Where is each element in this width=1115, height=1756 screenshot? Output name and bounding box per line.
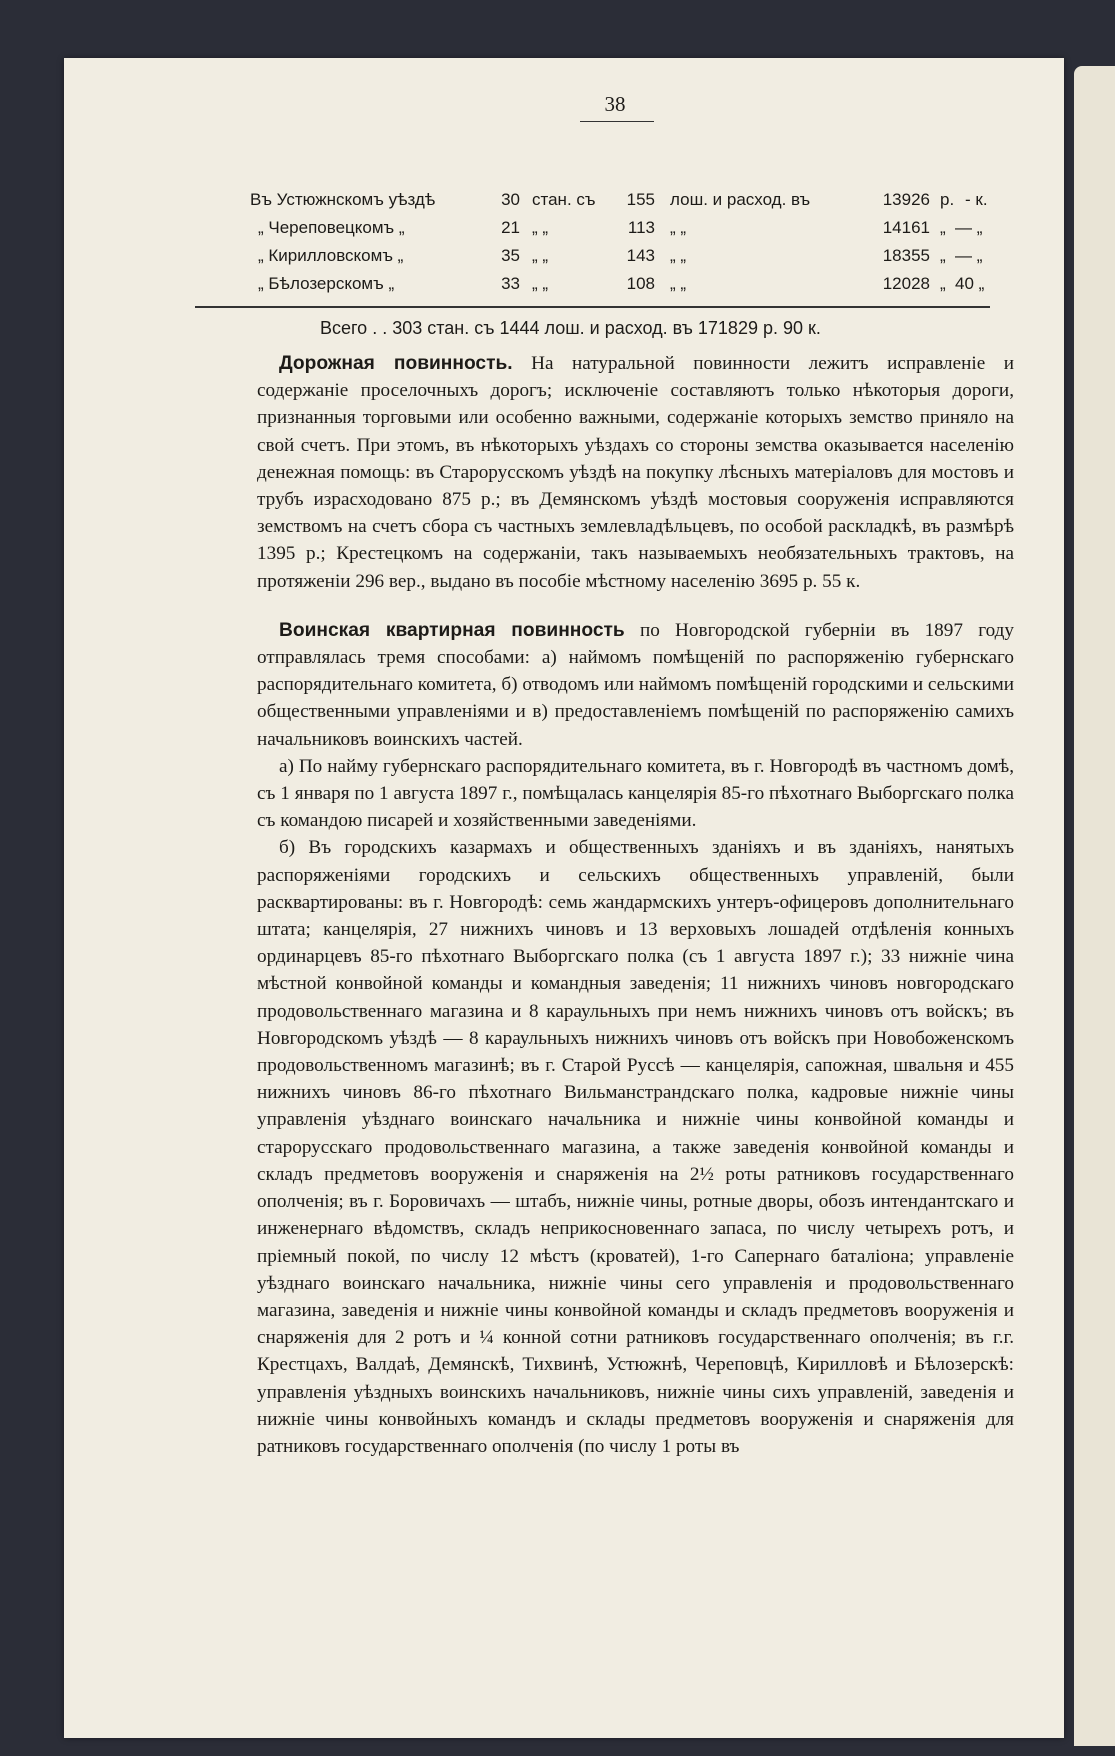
body-text: [257, 350, 1014, 1460]
stations-count: 33: [501, 274, 520, 293]
county-name: Въ Устюжнскомъ уѣздѣ: [250, 190, 436, 209]
stations-label: „ „: [532, 218, 549, 237]
table-row: [250, 274, 990, 302]
stations-label: „ „: [532, 274, 549, 293]
stations-label: „ „: [532, 246, 549, 265]
paragraph-text: б) Въ городскихъ казармахъ и общественныхъ зданіяхъ и въ зданіяхъ, нанятыхъ распоряженіями городскихъ и сельскихъ общественныхъ управленій, были расквартированы: въ г. Новгородѣ: семь жандармскихъ унтеръ-офицеровъ дополнительнаго штата; канцелярія, 27 нижнихъ чиновъ и 13 верховыхъ лошадей отдѣленія конныхъ ординарцевъ 85-го пѣхотнаго Выборгскаго полка (съ 1 августа 1897 г.); 33 нижніе чина мѣстной конвойной команды и командныя заведенія; 11 нижнихъ чиновъ новгородскаго продовольственнаго магазина и 8 караульныхъ при немъ нижнихъ чиновъ отъ войскъ; въ Новгородскомъ уѣздѣ — 8 караульныхъ нижнихъ чиновъ отъ войскъ при Новобоженскомъ продовольственномъ магазинѣ; въ г. Старой Руссѣ — канцелярія, сапожная, швальня и 455 нижнихъ чиновъ 86-го пѣхотнаго Вильманстрандскаго полка, кадровые нижніе чины управленія уѣзднаго воинскаго начальника и нижніе чины конвойной команды и старорусскаго продовольственнаго магазина, а также заведенія конвойной команды и складъ предметовъ вооруженія и снаряженія на 2½ роты ратниковъ государственнаго ополченія; въ г. Боровичахъ — штабъ, нижніе чины, ротные дворы, обозъ интендантскаго и инженернаго вѣдомствъ, складъ неприкосновеннаго запаса, по числу четырехъ ротъ, и пріемный покой, по числу 12 мѣстъ (кроватей), 1-го Сапернаго баталіона; управленіе уѣзднаго воинскаго начальника, нижніе чины сего управленія и продовольственнаго магазина, заведенія и нижніе чины конвойной команды и складъ предметовъ вооруженія и снаряженія для 2 ротъ и ¼ конной сотни ратниковъ государственнаго ополченія; въ г.г. Крестцахъ, Валдаѣ, Демянскѣ, Тихвинѣ, Устюжнѣ, Череповцѣ, Кирилловѣ и Бѣлозерскѣ: управленія уѣздныхъ воинскихъ начальниковъ, нижніе чины сихъ управленій, заведенія и нижніе чины конвойныхъ командъ и склады предметовъ вооруженія и снаряженія для ратниковъ государственнаго ополченія (по числу 1 роты въ: [257, 837, 1014, 1457]
horses-label: „ „: [670, 246, 687, 265]
kopecks: 40 „: [955, 274, 985, 293]
county-name: „ Череповецкомъ „: [258, 218, 405, 237]
horses-count: 143: [626, 246, 655, 265]
paragraph-heading: Воинская квартирная повинность: [279, 619, 625, 641]
adjacent-page-edge: [1074, 66, 1115, 1746]
paragraph: [257, 617, 1014, 753]
table-row: [250, 246, 990, 274]
horses-count: 108: [626, 274, 655, 293]
kopecks: - к.: [965, 190, 988, 209]
kopecks: — „: [955, 246, 983, 265]
paragraph: [257, 350, 1014, 595]
stations-count: 30: [501, 190, 520, 209]
horses-label: „ „: [670, 218, 687, 237]
rubles: 12028: [882, 274, 930, 293]
table-total: Всего . . 303 стан. съ 1444 лош. и расход. въ 171829 р. 90 к.: [320, 318, 821, 338]
rubles-label: р.: [940, 190, 955, 209]
paragraph-text: а) По найму губернскаго распорядительнаго комитета, въ г. Новгородѣ въ частномъ домѣ, съ 1 января по 1 августа 1897 г., помѣщалась канцелярія 85-го пѣхотнаго Выборгскаго полка съ командою писарей и хозяйственными заведеніями.: [257, 755, 1014, 832]
page-number: 38: [604, 92, 626, 116]
paragraph: [257, 834, 1014, 1460]
paragraph-text: по Новгородской губерніи въ 1897 году отправлялась тремя способами: а) наймомъ помѣщеній по распоряженію губернскаго распорядительнаго комитета, б) отводомъ или наймомъ помѣщеній городскими и сельскими общественными управленіями и в) предоставленіемъ помѣщеній по распоряженію самихъ начальниковъ воинскихъ частей.: [257, 619, 1014, 750]
county-name: „ Бѣлозерскомъ „: [258, 274, 395, 293]
kopecks: — „: [955, 218, 983, 237]
rubles-label: „: [940, 274, 946, 293]
stations-label: стан. съ: [532, 190, 596, 209]
horses-count: 155: [626, 190, 655, 209]
stations-count: 21: [501, 218, 520, 237]
county-name: „ Кирилловскомъ „: [258, 246, 404, 265]
paragraph-heading: Дорожная повинность.: [279, 353, 513, 374]
paragraph-text: На натуральной повинности лежитъ исправленіе и содержаніе проселочныхъ дорогъ; исключеніе составляютъ только нѣкоторыя дороги, признанныя торговыми или особенно важными, содержаніе которыхъ земство приняло на свой счетъ. При этомъ, въ нѣкоторыхъ уѣздахъ со стороны земства оказывается населенію денежная помощь: въ Старорусскомъ уѣздѣ на покупку лѣсныхъ матеріаловъ для мостовъ и трубъ израсходовано 875 р.; въ Демянскомъ уѣздѣ мостовыя сооруженія исправляются земствомъ на счетъ сбора съ частныхъ землевладѣльцевъ, по особой раскладкѣ, въ размѣрѣ 1395 р.; Крестецкомъ на содержаніи, такъ называемыхъ необязательныхъ трактовъ, на протяженіи 296 вер., выдано въ пособіе мѣстному населенію 3695 р. 55 к.: [257, 353, 1014, 592]
rubles: 18355: [882, 246, 930, 265]
table-row: [250, 190, 990, 218]
page-number-underline: [580, 121, 654, 122]
paragraph: [257, 753, 1014, 835]
stations-table: [250, 190, 990, 302]
rubles: 13926: [882, 190, 930, 209]
horses-label: лош. и расход. въ: [670, 190, 811, 209]
table-row: [250, 218, 990, 246]
horses-count: 113: [627, 218, 655, 237]
rubles-label: „: [940, 246, 946, 265]
horses-label: „ „: [670, 274, 687, 293]
rubles: 14161: [882, 218, 930, 237]
table-total-rule: [195, 306, 990, 308]
stations-count: 35: [501, 246, 520, 265]
rubles-label: „: [940, 218, 946, 237]
